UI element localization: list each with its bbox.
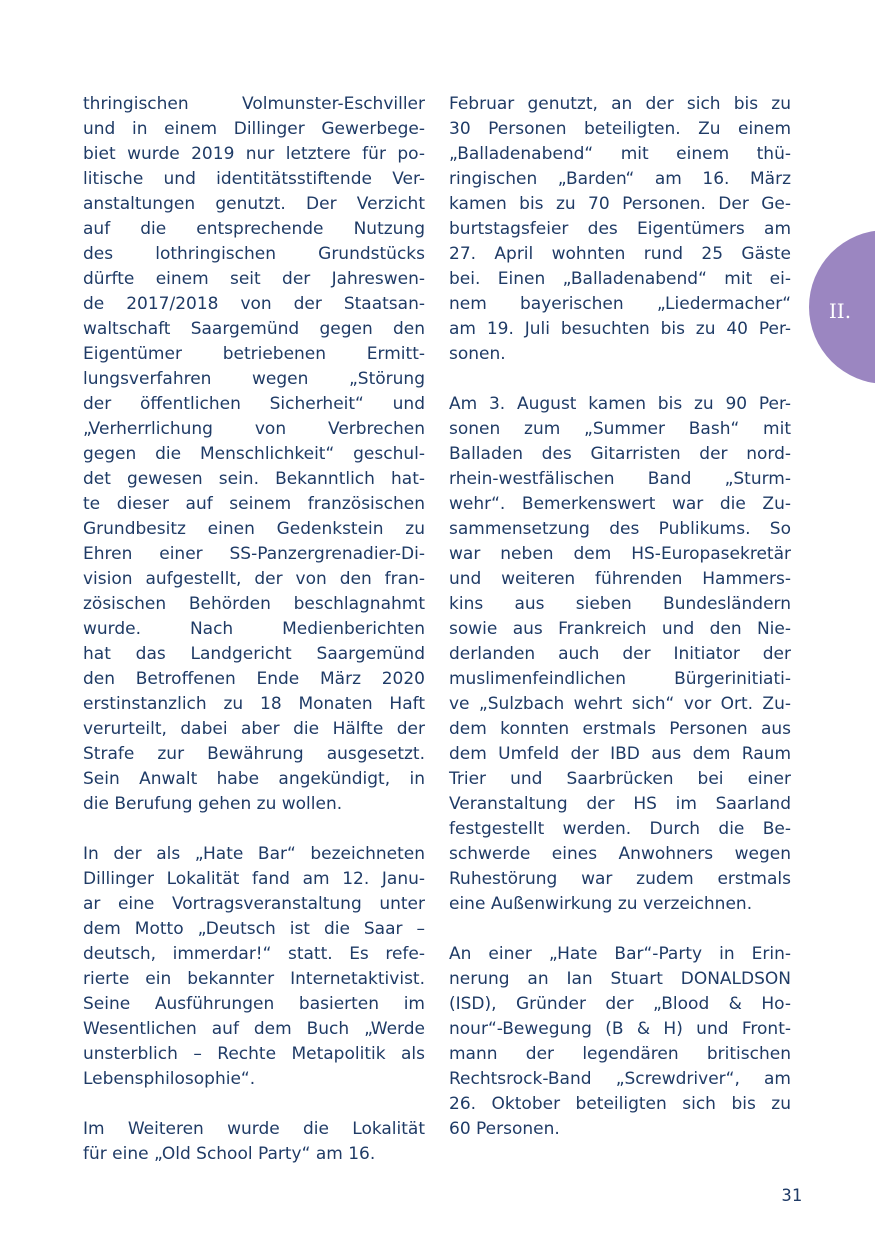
text-column-left — [83, 92, 425, 1192]
text-line: derlanden auch der Initiator der — [449, 644, 791, 664]
text-line: schwerde eines Anwohners wegen — [449, 844, 791, 864]
text-line: Ehren einer SS-Panzergrenadier-Di- — [83, 544, 425, 564]
text-line: am 19. Juli besuchten bis zu 40 Per- — [449, 319, 791, 339]
text-line: dem Motto „Deutsch ist die Saar – — [83, 919, 425, 939]
text-line: thringischen Volmunster-Eschviller — [83, 94, 425, 114]
text-line: Veranstaltung der HS im Saarland — [449, 794, 791, 814]
text-line: rierte ein bekannter Internetaktivist. — [83, 969, 425, 989]
text-line: Balladen des Gitarristen der nord- — [449, 444, 791, 464]
text-line: wehr“. Bemerkenswert war die Zu- — [449, 494, 791, 514]
text-line: unsterblich – Rechte Metapolitik als — [83, 1044, 425, 1064]
text-line: nour“-Bewegung (B & H) und Front- — [449, 1019, 791, 1039]
text-line: Trier und Saarbrücken bei einer — [449, 769, 791, 789]
text-line: „Verherrlichung von Verbrechen — [83, 419, 425, 439]
text-line: burtstagsfeier des Eigentümers am — [449, 219, 791, 239]
text-line: zösischen Behörden beschlagnahmt — [83, 594, 425, 614]
paragraph — [83, 92, 425, 817]
text-line: deutsch, immerdar!“ statt. Es refe- — [83, 944, 425, 964]
text-line: kamen bis zu 70 Personen. Der Ge- — [449, 194, 791, 214]
text-line: der öffentlichen Sicherheit“ und — [83, 394, 425, 414]
text-line: verurteilt, dabei aber die Hälfte der — [83, 719, 425, 739]
text-line: nerung an Ian Stuart DONALDSON — [449, 969, 791, 989]
text-line: Strafe zur Bewährung ausgesetzt. — [83, 744, 425, 764]
text-line: 26. Oktober beteiligten sich bis zu — [449, 1094, 791, 1114]
text-line: 30 Personen beteiligten. Zu einem — [449, 119, 791, 139]
text-line: die Berufung gehen zu wollen. — [83, 794, 343, 814]
text-line: für eine „Old School Party“ am 16. — [83, 1144, 376, 1164]
text-line: Wesentlichen auf dem Buch „Werde — [83, 1019, 425, 1039]
text-line: vision aufgestellt, der von den fran- — [83, 569, 425, 589]
text-line: 60 Personen. — [449, 1119, 560, 1139]
text-line: de 2017/2018 von der Staatsan- — [83, 294, 425, 314]
text-line: gegen die Menschlichkeit“ geschul- — [83, 444, 425, 464]
text-line: ve „Sulzbach wehrt sich“ vor Ort. Zu- — [449, 694, 791, 714]
text-line: lungsverfahren wegen „Störung — [83, 369, 425, 389]
text-line: Seine Ausführungen basierten im — [83, 994, 425, 1014]
text-line: Ruhestörung war zudem erstmals — [449, 869, 791, 889]
chapter-label: II. — [828, 299, 852, 323]
paragraph — [449, 392, 791, 917]
text-line: Am 3. August kamen bis zu 90 Per- — [449, 394, 791, 414]
text-line: den Betroffenen Ende März 2020 — [83, 669, 425, 689]
text-line: dem Umfeld der IBD aus dem Raum — [449, 744, 791, 764]
text-line: Im Weiteren wurde die Lokalität — [83, 1119, 425, 1139]
text-line: festgestellt werden. Durch die Be- — [449, 819, 791, 839]
text-line: Lebensphilosophie“. — [83, 1069, 256, 1089]
text-line: wurde. Nach Medienberichten — [83, 619, 425, 639]
text-line: kins aus sieben Bundesländern — [449, 594, 791, 614]
text-line: rhein-westfälischen Band „Sturm- — [449, 469, 791, 489]
text-line: sonen zum „Summer Bash“ mit — [449, 419, 791, 439]
text-line: eine Außenwirkung zu verzeichnen. — [449, 894, 753, 914]
text-line: ar eine Vortragsveranstaltung unter — [83, 894, 425, 914]
text-line: (ISD), Gründer der „Blood & Ho- — [449, 994, 791, 1014]
text-line: ringischen „Barden“ am 16. März — [449, 169, 791, 189]
text-line: Rechtsrock-Band „Screwdriver“, am — [449, 1069, 791, 1089]
text-line: Grundbesitz einen Gedenkstein zu — [83, 519, 425, 539]
text-line: auf die entsprechende Nutzung — [83, 219, 425, 239]
text-line: Februar genutzt, an der sich bis zu — [449, 94, 791, 114]
text-line: und weiteren führenden Hammers- — [449, 569, 791, 589]
paragraph — [449, 92, 791, 367]
text-line: In der als „Hate Bar“ bezeichneten — [83, 844, 425, 864]
page-number: 31 — [781, 1186, 802, 1206]
text-line: war neben dem HS-Europasekretär — [449, 544, 791, 564]
text-line: sammensetzung des Publikums. So — [449, 519, 791, 539]
text-line: te dieser auf seinem französischen — [83, 494, 425, 514]
paragraph — [83, 1117, 425, 1167]
text-line: sonen. — [449, 344, 506, 364]
text-line: des lothringischen Grundstücks — [83, 244, 425, 264]
text-line: sowie aus Frankreich und den Nie- — [449, 619, 791, 639]
text-line: dürfte einem seit der Jahreswen- — [83, 269, 425, 289]
text-line: „Balladenabend“ mit einem thü- — [449, 144, 791, 164]
text-line: bei. Einen „Balladenabend“ mit ei- — [449, 269, 791, 289]
text-line: mann der legendären britischen — [449, 1044, 791, 1064]
text-line: und in einem Dillinger Gewerbege- — [83, 119, 425, 139]
text-line: 27. April wohnten rund 25 Gäste — [449, 244, 791, 264]
text-line: Dillinger Lokalität fand am 12. Janu- — [83, 869, 425, 889]
text-line: waltschaft Saargemünd gegen den — [83, 319, 425, 339]
paragraph — [83, 842, 425, 1092]
text-column-right — [449, 92, 791, 1167]
text-line: biet wurde 2019 nur letztere für po- — [83, 144, 425, 164]
text-line: nem bayerischen „Liedermacher“ — [449, 294, 791, 314]
text-line: Sein Anwalt habe angekündigt, in — [83, 769, 425, 789]
paragraph — [449, 942, 791, 1142]
text-line: hat das Landgericht Saargemünd — [83, 644, 425, 664]
text-line: An einer „Hate Bar“-Party in Erin- — [449, 944, 791, 964]
text-line: det gewesen sein. Bekanntlich hat- — [83, 469, 425, 489]
text-line: erstinstanzlich zu 18 Monaten Haft — [83, 694, 425, 714]
text-line: litische und identitätsstiftende Ver- — [83, 169, 425, 189]
text-line: Eigentümer betriebenen Ermitt- — [83, 344, 425, 364]
text-line: anstaltungen genutzt. Der Verzicht — [83, 194, 425, 214]
text-line: dem konnten erstmals Personen aus — [449, 719, 791, 739]
text-line: muslimenfeindlichen Bürgerinitiati- — [449, 669, 791, 689]
